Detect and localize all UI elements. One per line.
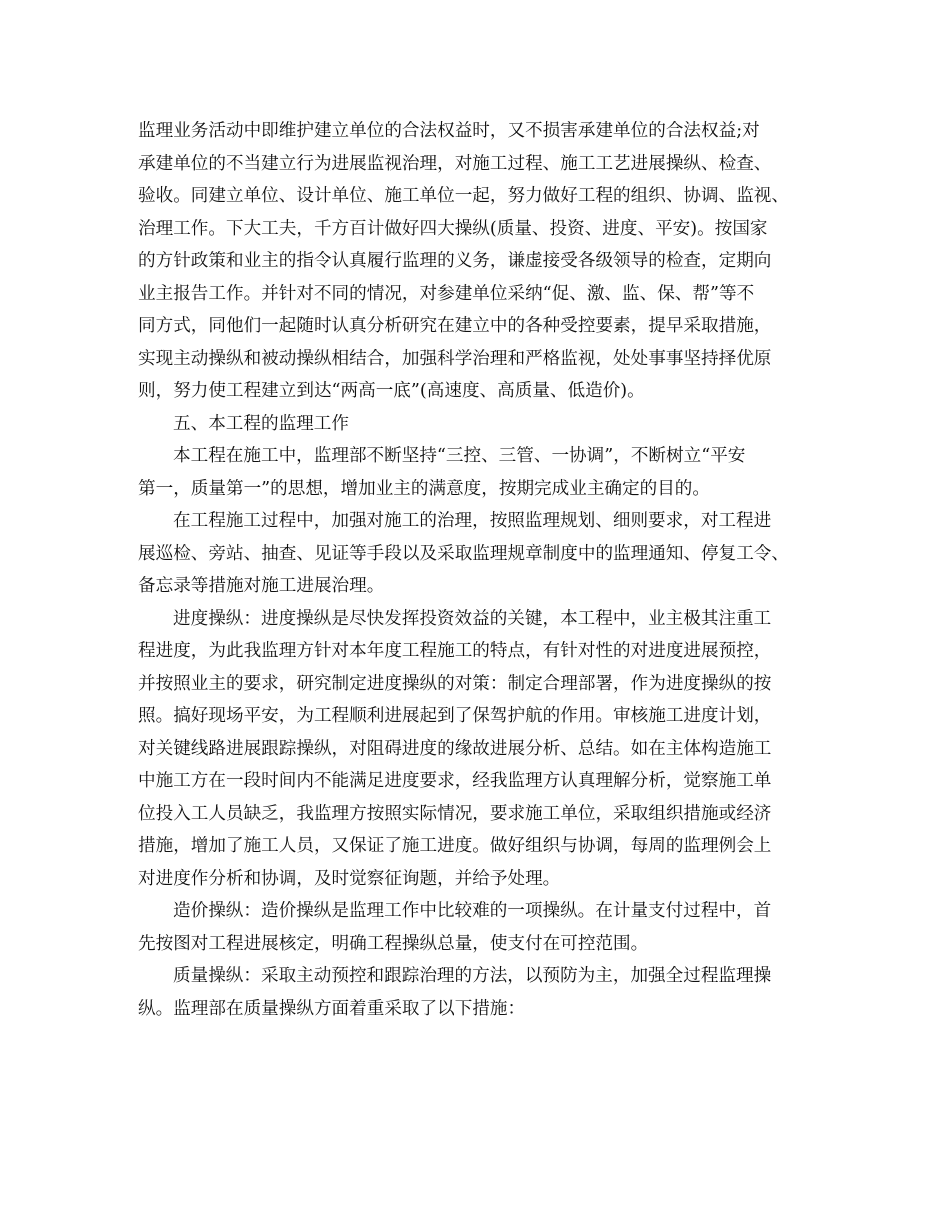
text-line: 进度操纵：进度操纵是尽快发挥投资效益的关键，本工程中，业主极其注重工 — [173, 608, 772, 629]
text-line: 本工程在施工中，监理部不断坚持“三控、三管、一协调”，不断树立“平安 — [173, 446, 746, 466]
section-heading: 五、本工程的监理工作 — [173, 413, 349, 434]
text-line: 展巡检、旁站、抽查、见证等手段以及采取监理规章制度中的监理通知、停复工令、 — [138, 543, 789, 564]
text-line: 造价操纵：造价操纵是监理工作中比较难的一项操纵。在计量支付过程中，首 — [173, 901, 772, 921]
text-line: 同方式，同他们一起随时认真分析研究在建立中的各种受控要素，提早采取措施， — [138, 316, 772, 336]
text-line: 质量操纵：采取主动预控和跟踪治理的方法，以预防为主，加强全过程监理操 — [173, 966, 772, 986]
text-line: 中施工方在一段时间内不能满足进度要求，经我监理方认真理解分析，觉察施工单 — [138, 771, 772, 791]
text-line: 验收。同建立单位、设计单位、施工单位一起，努力做好工程的组织、协调、监视、 — [138, 186, 789, 206]
document-body — [138, 115, 828, 1025]
text-line: 承建单位的不当建立行为进展监视治理，对施工过程、施工工艺进展操纵、检查、 — [138, 153, 772, 174]
text-line: 治理工作。下大工夫，千方百计做好四大操纵(质量、投资、进度、平安)。按国家 — [138, 218, 768, 239]
text-line: 位投入工人员缺乏，我监理方按照实际情况，要求施工单位，采取组织措施或经济 — [138, 803, 772, 824]
text-line: 备忘录等措施对施工进展治理。 — [138, 576, 385, 596]
text-line: 照。搞好现场平安，为工程顺利进展起到了保驾护航的作用。审核施工进度计划， — [138, 706, 772, 726]
text-line: 先按图对工程进展核定，明确工程操纵总量，使支付在可控范围。 — [138, 933, 649, 954]
text-line: 并按照业主的要求，研究制定进度操纵的对策：制定合理部署，作为进度操纵的按 — [138, 673, 772, 694]
text-line: 业主报告工作。并针对不同的情况，对参建单位采纳“促、激、监、保、帮”等不 — [138, 283, 755, 304]
text-line: 第一，质量第一”的思想，增加业主的满意度，按期完成业主确定的目的。 — [138, 478, 710, 499]
text-line: 程进度，为此我监理方针对本年度工程施工的特点，有针对性的对进度进展预控， — [138, 641, 772, 661]
text-line: 在工程施工过程中，加强对施工的治理，按照监理规划、细则要求，对工程进 — [173, 511, 772, 531]
text-line: 对进度作分析和协调，及时觉察征询题，并给予处理。 — [138, 868, 561, 889]
text-line: 措施，增加了施工人员，又保证了施工进度。做好组织与协调，每周的监理例会上 — [138, 836, 772, 856]
text-line: 则，努力使工程建立到达“两高一底”(高速度、高质量、低造价)。 — [138, 381, 645, 401]
text-line: 实现主动操纵和被动操纵相结合，加强科学治理和严格监视，处处事事坚持择优原 — [138, 348, 772, 369]
text-line: 监理业务活动中即维护建立单位的合法权益时，又不损害承建单位的合法权益;对 — [138, 121, 760, 141]
text-line: 对关键线路进展跟踪操纵，对阻碍进度的缘故进展分析、总结。如在主体构造施工 — [138, 738, 772, 759]
text-line: 的方针政策和业主的指令认真履行监理的义务，谦虚接受各级领导的检查，定期向 — [138, 251, 772, 271]
text-line: 纵。监理部在质量操纵方面着重采取了以下措施： — [138, 998, 526, 1019]
